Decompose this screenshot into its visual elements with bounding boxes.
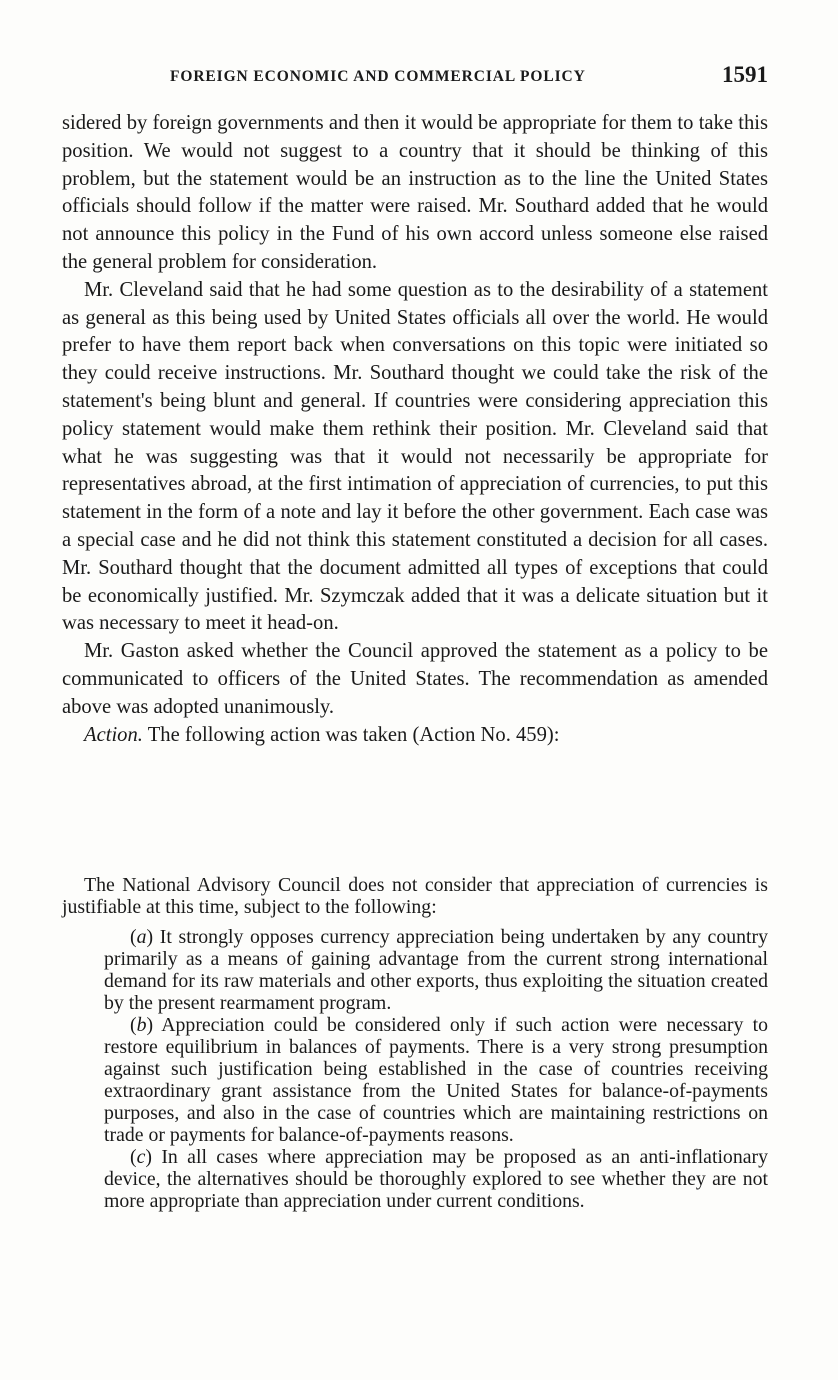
action-items — [104, 926, 768, 1212]
paragraph: Mr. Gaston asked whether the Council approved the statement as a policy to be communicated to officers of the United States. The recommendation as amended above was adopted unanimously. — [62, 640, 768, 718]
item-text: It strongly opposes currency appreciation being undertaken by any country primarily as a means of gaining advantage from the current strong international demand for its raw materials and other exports, thus exploiting the situation created by the present rearmament program. — [104, 926, 768, 1014]
action-line — [62, 722, 768, 750]
action-item: (c) In all cases where appreciation may be proposed as an anti-inflationary device, the alternatives should be thoroughly explored to see whether they are not more appropriate than appreciation under current conditions. — [104, 1146, 768, 1212]
page-number: 1591 — [722, 62, 768, 87]
paragraph: sidered by foreign governments and then it would be appropriate for them to take this position. We would not suggest to a country that it should be thinking of this problem, but the statement would be an instruction as to the line the United States officials should follow if the matter were raised. Mr. Southard added that he would not announce this policy in the Fund of his own accord unless someone else raised the general problem for consideration. — [62, 112, 768, 273]
action-text: The following action was taken (Action No. 459): — [147, 723, 560, 746]
action-item: (a) It strongly opposes currency appreciation being undertaken by any country primarily as a means of gaining advantage from the current strong international demand for its raw materials and other exports, thus exploiting the situation created by the present rearmament program. — [104, 926, 768, 1014]
running-title: FOREIGN ECONOMIC AND COMMERCIAL POLICY — [170, 68, 586, 85]
item-text: Appreciation could be considered only if such action were necessary to restore equilibrium in balances of payments. There is a very strong presumption against such justification being established in the case of countries receiving extraordinary grant assistance from the United States for balance-of-payments purposes, and also in the case of countries which are maintaining restrictions on trade or payments for balance-of-payments reasons. — [104, 1014, 768, 1146]
action-label: Action. — [84, 723, 143, 746]
page-header — [62, 62, 768, 92]
item-text: In all cases where appreciation may be proposed as an anti-inflationary device, the alternatives should be thoroughly explored to see whether they are not more appropriate than appreciation under current conditions. — [104, 1146, 768, 1212]
item-label: b — [136, 1014, 147, 1036]
action-quote — [62, 874, 768, 1212]
paragraph: Mr. Cleveland said that he had some question as to the desirability of a statement as general as this being used by United States officials all over the world. He would prefer to have them report back when conversations on this topic were initiated so they could receive instructions. Mr. Southard thought we could take the risk of the statement's being blunt and general. If countries were considering appreciation this policy statement would make them rethink their position. Mr. Cleveland said that what he was suggesting was that it would not necessarily be appropriate for representatives abroad, at the first intimation of appreciation of currencies, to put this statement in the form of a note and lay it before the other government. Each case was a special case and he did not think this statement constituted a decision for all cases. Mr. Southard thought that the document admitted all types of exceptions that could be economically justified. Mr. Szymczak added that it was a delicate situation but it was necessary to meet it head-on. — [62, 278, 768, 635]
body-text — [62, 110, 768, 749]
item-label: c — [136, 1146, 146, 1168]
item-label: a — [136, 926, 147, 948]
action-intro: The National Advisory Council does not consider that appreciation of currencies is justifiable at this time, subject to the following: — [62, 874, 768, 918]
action-item: (b) Appreciation could be considered only if such action were necessary to restore equilibrium in balances of payments. There is a very strong presumption against such justification being established in the case of countries receiving extraordinary grant assistance from the United States for balance-of-payments purposes, and also in the case of countries which are maintaining restrictions on trade or payments for balance-of-payments reasons. — [104, 1014, 768, 1146]
